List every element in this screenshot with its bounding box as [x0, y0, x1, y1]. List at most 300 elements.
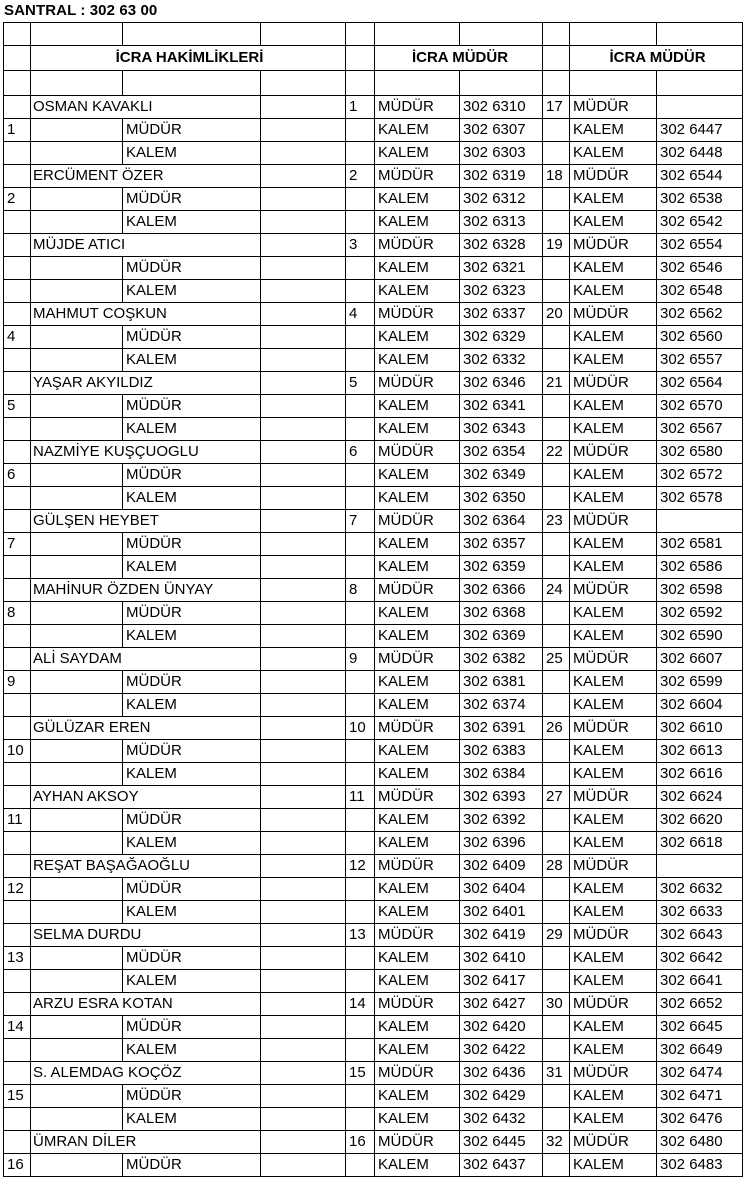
empty-cell [31, 142, 123, 165]
kalem-label: KALEM [375, 625, 460, 648]
kalem-phone: 302 6323 [460, 280, 543, 303]
mudur-phone [657, 855, 743, 878]
mudur-phone: 302 6598 [657, 579, 743, 602]
mudur-label: MÜDÜR [375, 1131, 460, 1154]
mudur-label: MÜDÜR [570, 303, 657, 326]
empty-cell [261, 1131, 346, 1154]
empty-cell [261, 142, 346, 165]
kalem-phone: 302 6429 [460, 1085, 543, 1108]
mudur-label: MÜDÜR [375, 579, 460, 602]
empty-cell [543, 257, 570, 280]
court-kalem-label: KALEM [123, 901, 261, 924]
mudur-phone: 302 6391 [460, 717, 543, 740]
mudur-phone: 302 6436 [460, 1062, 543, 1085]
empty-cell [261, 924, 346, 947]
table-row [4, 671, 743, 694]
mudur-phone: 302 6364 [460, 510, 543, 533]
office-number: 19 [543, 234, 570, 257]
kalem-label: KALEM [375, 280, 460, 303]
empty-cell [4, 832, 31, 855]
table-row [4, 188, 743, 211]
empty-cell [31, 694, 123, 717]
empty-cell [261, 418, 346, 441]
judge-name: ERCÜMENT ÖZER [31, 165, 261, 188]
office-number: 28 [543, 855, 570, 878]
office-number: 25 [543, 648, 570, 671]
kalem-label: KALEM [375, 556, 460, 579]
empty-cell [31, 809, 123, 832]
mudur-phone: 302 6393 [460, 786, 543, 809]
row-number-cell [4, 648, 31, 671]
kalem-phone: 302 6592 [657, 602, 743, 625]
mudur-label: MÜDÜR [570, 855, 657, 878]
judge-name: MAHMUT COŞKUN [31, 303, 261, 326]
empty-cell [31, 533, 123, 556]
empty-cell [261, 878, 346, 901]
kalem-label: KALEM [375, 1108, 460, 1131]
table-row [4, 326, 743, 349]
table-row [4, 1131, 743, 1154]
kalem-label: KALEM [570, 487, 657, 510]
judge-name: SELMA DURDU [31, 924, 261, 947]
kalem-phone: 302 6437 [460, 1154, 543, 1177]
kalem-phone: 302 6350 [460, 487, 543, 510]
empty-cell [4, 625, 31, 648]
court-kalem-label: KALEM [123, 1108, 261, 1131]
kalem-phone: 302 6581 [657, 533, 743, 556]
empty-cell [4, 487, 31, 510]
kalem-label: KALEM [375, 878, 460, 901]
court-mudur-label: MÜDÜR [123, 1016, 261, 1039]
mudur-phone: 302 6474 [657, 1062, 743, 1085]
empty-cell [346, 832, 375, 855]
empty-cell [543, 1154, 570, 1177]
empty-cell [261, 533, 346, 556]
kalem-label: KALEM [570, 1016, 657, 1039]
table-row [4, 786, 743, 809]
empty-cell [261, 809, 346, 832]
empty-cell [543, 763, 570, 786]
mudur-label: MÜDÜR [375, 924, 460, 947]
mudur-label: MÜDÜR [570, 372, 657, 395]
empty-cell [4, 280, 31, 303]
kalem-phone: 302 6368 [460, 602, 543, 625]
empty-cell [31, 671, 123, 694]
court-number: 1 [4, 119, 31, 142]
mudur-phone: 302 6554 [657, 234, 743, 257]
empty-cell [543, 487, 570, 510]
empty-cell [31, 188, 123, 211]
kalem-label: KALEM [570, 602, 657, 625]
kalem-phone: 302 6471 [657, 1085, 743, 1108]
empty-cell [261, 326, 346, 349]
court-mudur-label: MÜDÜR [123, 740, 261, 763]
kalem-phone: 302 6359 [460, 556, 543, 579]
kalem-phone: 302 6384 [460, 763, 543, 786]
mudur-label: MÜDÜR [570, 234, 657, 257]
empty-cell [346, 878, 375, 901]
empty-cell [261, 579, 346, 602]
empty-cell [346, 119, 375, 142]
empty-cell [543, 878, 570, 901]
empty-cell [346, 970, 375, 993]
kalem-label: KALEM [570, 257, 657, 280]
empty-cell [543, 694, 570, 717]
court-number: 5 [4, 395, 31, 418]
mudur-label: MÜDÜR [375, 717, 460, 740]
court-kalem-label: KALEM [123, 832, 261, 855]
kalem-label: KALEM [570, 1154, 657, 1177]
office-number: 12 [346, 855, 375, 878]
office-number: 11 [346, 786, 375, 809]
kalem-phone: 302 6374 [460, 694, 543, 717]
kalem-label: KALEM [570, 625, 657, 648]
kalem-phone: 302 6349 [460, 464, 543, 487]
office-number: 9 [346, 648, 375, 671]
kalem-phone: 302 6542 [657, 211, 743, 234]
table-row [4, 1039, 743, 1062]
empty-cell [31, 970, 123, 993]
mudur-phone [657, 510, 743, 533]
row-number-cell [4, 96, 31, 119]
judge-name: REŞAT BAŞAĞAOĞLU [31, 855, 261, 878]
kalem-phone: 302 6307 [460, 119, 543, 142]
court-number: 8 [4, 602, 31, 625]
kalem-label: KALEM [375, 740, 460, 763]
empty-cell [261, 671, 346, 694]
office-number: 6 [346, 441, 375, 464]
table-row [4, 234, 743, 257]
row-number-cell [4, 579, 31, 602]
office-number: 3 [346, 234, 375, 257]
kalem-phone: 302 6645 [657, 1016, 743, 1039]
empty-cell [543, 211, 570, 234]
kalem-label: KALEM [570, 740, 657, 763]
empty-cell [261, 303, 346, 326]
kalem-label: KALEM [375, 326, 460, 349]
court-kalem-label: KALEM [123, 211, 261, 234]
table-row [4, 556, 743, 579]
row-number-cell [4, 855, 31, 878]
empty-cell [261, 947, 346, 970]
court-mudur-label: MÜDÜR [123, 533, 261, 556]
court-kalem-label: KALEM [123, 142, 261, 165]
kalem-phone: 302 6329 [460, 326, 543, 349]
kalem-label: KALEM [375, 211, 460, 234]
table-row [4, 395, 743, 418]
kalem-phone: 302 6448 [657, 142, 743, 165]
mudur-phone: 302 6580 [657, 441, 743, 464]
row-number-cell [4, 1062, 31, 1085]
court-number: 13 [4, 947, 31, 970]
kalem-label: KALEM [570, 832, 657, 855]
empty-cell [346, 763, 375, 786]
mudur-label: MÜDÜR [375, 441, 460, 464]
kalem-phone: 302 6632 [657, 878, 743, 901]
empty-cell [261, 441, 346, 464]
mudur-phone: 302 6419 [460, 924, 543, 947]
empty-cell [31, 349, 123, 372]
table-row [4, 924, 743, 947]
kalem-label: KALEM [375, 142, 460, 165]
office-number: 16 [346, 1131, 375, 1154]
mudur-label: MÜDÜR [375, 165, 460, 188]
office-number: 31 [543, 1062, 570, 1085]
empty-cell [543, 349, 570, 372]
kalem-label: KALEM [570, 326, 657, 349]
empty-cell [4, 349, 31, 372]
court-number: 2 [4, 188, 31, 211]
table-row [4, 694, 743, 717]
judge-name: NAZMİYE KUŞÇUOGLU [31, 441, 261, 464]
kalem-phone: 302 6313 [460, 211, 543, 234]
table-row [4, 717, 743, 740]
kalem-phone: 302 6590 [657, 625, 743, 648]
empty-cell [31, 1016, 123, 1039]
kalem-phone: 302 6422 [460, 1039, 543, 1062]
office-number: 26 [543, 717, 570, 740]
mudur-label: MÜDÜR [570, 993, 657, 1016]
court-kalem-label: KALEM [123, 694, 261, 717]
table-row [4, 855, 743, 878]
empty-cell [31, 257, 123, 280]
office-number: 4 [346, 303, 375, 326]
empty-cell [543, 901, 570, 924]
mudur-phone: 302 6652 [657, 993, 743, 1016]
table-row [4, 993, 743, 1016]
kalem-phone: 302 6410 [460, 947, 543, 970]
empty-cell [543, 740, 570, 763]
office-number: 15 [346, 1062, 375, 1085]
empty-cell [261, 786, 346, 809]
empty-cell [346, 533, 375, 556]
empty-cell [261, 372, 346, 395]
kalem-phone: 302 6604 [657, 694, 743, 717]
kalem-label: KALEM [570, 556, 657, 579]
court-number: 4 [4, 326, 31, 349]
court-mudur-label: MÜDÜR [123, 947, 261, 970]
kalem-label: KALEM [375, 349, 460, 372]
kalem-label: KALEM [375, 694, 460, 717]
empty-cell [346, 418, 375, 441]
empty-cell [261, 234, 346, 257]
header-icra-mudur-1: İCRA MÜDÜR [375, 46, 543, 71]
empty-cell [4, 1108, 31, 1131]
mudur-label: MÜDÜR [375, 510, 460, 533]
mudur-label: MÜDÜR [375, 234, 460, 257]
kalem-phone: 302 6476 [657, 1108, 743, 1131]
kalem-phone: 302 6613 [657, 740, 743, 763]
mudur-label: MÜDÜR [570, 1062, 657, 1085]
court-mudur-label: MÜDÜR [123, 878, 261, 901]
judge-name: MÜJDE ATICI [31, 234, 261, 257]
kalem-phone: 302 6447 [657, 119, 743, 142]
kalem-label: KALEM [375, 487, 460, 510]
court-mudur-label: MÜDÜR [123, 395, 261, 418]
mudur-label: MÜDÜR [570, 924, 657, 947]
empty-cell [261, 1039, 346, 1062]
mudur-label: MÜDÜR [570, 510, 657, 533]
kalem-label: KALEM [375, 188, 460, 211]
row-number-cell [4, 441, 31, 464]
table-row [4, 1016, 743, 1039]
empty-cell [543, 533, 570, 556]
kalem-label: KALEM [570, 878, 657, 901]
court-number: 10 [4, 740, 31, 763]
row-number-cell [4, 786, 31, 809]
empty-cell [346, 1016, 375, 1039]
court-number [4, 257, 31, 280]
court-mudur-label: MÜDÜR [123, 464, 261, 487]
court-number: 7 [4, 533, 31, 556]
empty-cell [31, 326, 123, 349]
empty-cell [261, 901, 346, 924]
kalem-label: KALEM [375, 1039, 460, 1062]
empty-cell [4, 901, 31, 924]
empty-cell [31, 1039, 123, 1062]
empty-cell [261, 740, 346, 763]
header-gap-row [4, 71, 743, 96]
office-number: 13 [346, 924, 375, 947]
kalem-label: KALEM [375, 464, 460, 487]
mudur-phone: 302 6319 [460, 165, 543, 188]
empty-cell [261, 257, 346, 280]
empty-cell [261, 280, 346, 303]
judge-name: GÜLÜZAR EREN [31, 717, 261, 740]
empty-cell [543, 625, 570, 648]
empty-cell [261, 602, 346, 625]
court-kalem-label: KALEM [123, 625, 261, 648]
empty-cell [261, 487, 346, 510]
empty-cell [261, 556, 346, 579]
kalem-phone: 302 6560 [657, 326, 743, 349]
empty-cell [31, 763, 123, 786]
empty-cell [346, 211, 375, 234]
kalem-phone: 302 6567 [657, 418, 743, 441]
empty-cell [346, 1039, 375, 1062]
empty-cell [346, 740, 375, 763]
empty-cell [31, 1085, 123, 1108]
kalem-label: KALEM [570, 349, 657, 372]
empty-cell [31, 947, 123, 970]
kalem-phone: 302 6633 [657, 901, 743, 924]
kalem-label: KALEM [375, 970, 460, 993]
court-mudur-label: MÜDÜR [123, 809, 261, 832]
mudur-phone: 302 6382 [460, 648, 543, 671]
kalem-label: KALEM [570, 1108, 657, 1131]
mudur-phone: 302 6562 [657, 303, 743, 326]
kalem-label: KALEM [570, 809, 657, 832]
mudur-phone: 302 6480 [657, 1131, 743, 1154]
empty-cell [4, 142, 31, 165]
table-row [4, 441, 743, 464]
empty-cell [31, 832, 123, 855]
table-row [4, 809, 743, 832]
kalem-phone: 302 6483 [657, 1154, 743, 1177]
kalem-phone: 302 6599 [657, 671, 743, 694]
empty-cell [346, 947, 375, 970]
table-row [4, 1062, 743, 1085]
mudur-label: MÜDÜR [570, 579, 657, 602]
table-row [4, 740, 743, 763]
table-row [4, 1108, 743, 1131]
table-row [4, 625, 743, 648]
empty-cell [31, 740, 123, 763]
judge-name: ÜMRAN DİLER [31, 1131, 261, 1154]
kalem-label: KALEM [375, 1085, 460, 1108]
empty-cell [261, 1108, 346, 1131]
table-row [4, 418, 743, 441]
row-number-cell [4, 510, 31, 533]
office-number: 8 [346, 579, 375, 602]
row-number-cell [4, 372, 31, 395]
kalem-phone: 302 6401 [460, 901, 543, 924]
kalem-phone: 302 6341 [460, 395, 543, 418]
kalem-label: KALEM [570, 763, 657, 786]
mudur-phone: 302 6643 [657, 924, 743, 947]
kalem-label: KALEM [570, 395, 657, 418]
table-row [4, 648, 743, 671]
kalem-phone: 302 6303 [460, 142, 543, 165]
kalem-phone: 302 6369 [460, 625, 543, 648]
empty-cell [31, 487, 123, 510]
empty-cell [31, 395, 123, 418]
empty-cell [4, 211, 31, 234]
kalem-label: KALEM [570, 119, 657, 142]
empty-cell [543, 970, 570, 993]
table-row [4, 947, 743, 970]
empty-cell [261, 763, 346, 786]
kalem-label: KALEM [375, 1016, 460, 1039]
court-number: 16 [4, 1154, 31, 1177]
empty-cell [31, 119, 123, 142]
table-row [4, 464, 743, 487]
kalem-phone: 302 6420 [460, 1016, 543, 1039]
empty-cell [31, 602, 123, 625]
table-row [4, 970, 743, 993]
court-mudur-label: MÜDÜR [123, 188, 261, 211]
empty-cell [31, 901, 123, 924]
empty-cell [346, 142, 375, 165]
empty-cell [346, 349, 375, 372]
mudur-label: MÜDÜR [570, 441, 657, 464]
empty-cell [31, 625, 123, 648]
mudur-label: MÜDÜR [375, 303, 460, 326]
mudur-label: MÜDÜR [570, 786, 657, 809]
empty-cell [261, 165, 346, 188]
judge-name: GÜLŞEN HEYBET [31, 510, 261, 533]
kalem-label: KALEM [570, 671, 657, 694]
court-kalem-label: KALEM [123, 1039, 261, 1062]
empty-cell [346, 1154, 375, 1177]
empty-cell [346, 602, 375, 625]
empty-cell [31, 211, 123, 234]
row-number-cell [4, 165, 31, 188]
empty-cell [261, 993, 346, 1016]
row-number-cell [4, 303, 31, 326]
empty-cell [261, 717, 346, 740]
kalem-phone: 302 6548 [657, 280, 743, 303]
table-row [4, 165, 743, 188]
judge-name: MAHİNUR ÖZDEN ÜNYAY [31, 579, 261, 602]
empty-cell [261, 1062, 346, 1085]
kalem-label: KALEM [570, 1039, 657, 1062]
header-icra-hakimlikleri: İCRA HAKİMLİKLERİ [31, 46, 346, 71]
kalem-label: KALEM [570, 970, 657, 993]
kalem-phone: 302 6620 [657, 809, 743, 832]
court-mudur-label: MÜDÜR [123, 257, 261, 280]
mudur-phone: 302 6544 [657, 165, 743, 188]
